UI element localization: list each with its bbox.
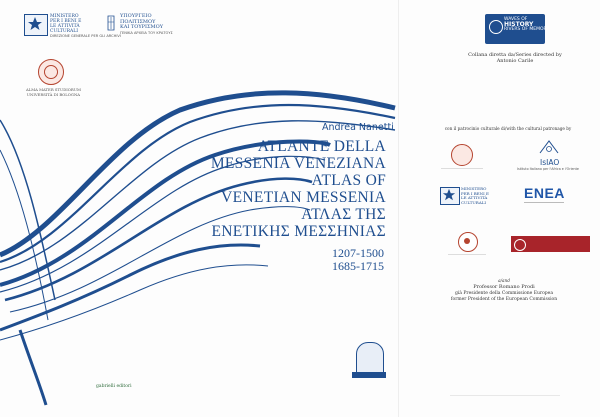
university-seal-icon bbox=[451, 144, 473, 166]
greek-ministry-line: ΥΠΟΥΡΓΕΙΟ bbox=[120, 13, 152, 19]
ministero-line: CULTURALI bbox=[50, 29, 79, 34]
globe-icon bbox=[489, 20, 503, 34]
patron-ministero-line: PER I BENI E bbox=[461, 190, 489, 196]
series-logo-text bbox=[504, 17, 549, 33]
preface-line: former President of the European Commission bbox=[450, 297, 558, 303]
series-logo-line: RIVERS OF MEMORY bbox=[504, 27, 550, 33]
patron-ministero-line: MINISTERO bbox=[461, 186, 487, 191]
title-italian-line: MESSENIA VENEZIANA bbox=[210, 154, 386, 172]
spine-divider bbox=[398, 0, 399, 417]
footer-note-rule bbox=[450, 395, 560, 396]
ministero-line: MINISTERO bbox=[50, 14, 79, 19]
patron-banner-emblem-icon bbox=[514, 239, 526, 251]
greek-ministry-subtitle: ΓΕΝΙΚΑ ΑΡΧΕΙΑ ΤΟΥ ΚΡΑΤΟΥΣ bbox=[120, 30, 173, 35]
isiao-name: IsIAO bbox=[540, 158, 560, 167]
date-range: 1685-1715 bbox=[332, 259, 384, 273]
title-english-line: ATLAS OF bbox=[311, 172, 386, 189]
series-logo-line: HISTORY bbox=[504, 21, 534, 29]
ministero-line: LE ATTIVITÀ bbox=[50, 24, 80, 29]
ministero-subtitle: DIREZIONE GENERALE PER GLI ARCHIVI bbox=[50, 34, 121, 38]
university-line: UNIVERSITÀ DI BOLOGNA bbox=[26, 91, 81, 97]
enea-caption-bar bbox=[524, 202, 564, 207]
date-range: 1207-1500 bbox=[332, 246, 384, 260]
greek-ministry-line: ΚΑΙ ΤΟΥΡΙΣΜΟΥ bbox=[120, 24, 164, 31]
greek-ministry-icon bbox=[106, 14, 116, 32]
title-greek-line: ΕΝΕΤΙΚΗΣ ΜΕΣΣΗΝΙΑΣ bbox=[211, 222, 386, 240]
star-icon bbox=[27, 16, 43, 32]
patron-seal-caption bbox=[448, 254, 486, 263]
publisher-logo-icon bbox=[356, 342, 384, 374]
publisher-logo-bar bbox=[352, 372, 386, 378]
series-logo-line: WAVES OF bbox=[504, 17, 528, 22]
author-name: Andrea Nanetti bbox=[322, 122, 394, 133]
star-icon bbox=[442, 188, 456, 202]
ministero-line: PER I BENI E bbox=[50, 19, 82, 24]
preface-name: Professor Romano Prodi bbox=[473, 284, 535, 291]
university-line: ALMA MATER STUDIORUM bbox=[26, 87, 81, 92]
isiao-subtitle: Istituto Italiano per l'Africa e l'Oriente bbox=[517, 167, 579, 171]
series-director: Antonio Carile bbox=[496, 58, 534, 64]
greek-ministry-line: ΠΟΛΙΤΙΣΜΟΥ bbox=[120, 18, 156, 25]
patronage-label: con il patrocinio culturale di/with the cultural patronage by bbox=[444, 126, 572, 131]
publisher-name: gabrielli editori bbox=[96, 384, 132, 389]
patron-ministero-line: LE ATTIVITÀ bbox=[461, 195, 488, 200]
title-english-line: VENETIAN MESSENIA bbox=[221, 188, 386, 206]
patron-seal-inner-icon bbox=[464, 238, 470, 244]
series-directed-label: Collana diretta da/Series directed by bbox=[468, 52, 562, 58]
patron-university-caption bbox=[441, 168, 483, 175]
title-italian-line: ATLANTE DELLA bbox=[257, 138, 386, 155]
preface-label: a/and bbox=[498, 278, 510, 283]
isiao-logo-icon bbox=[538, 139, 560, 155]
title-greek-line: ΑΤΛΑΣ ΤΗΣ bbox=[301, 206, 386, 223]
preface-line: già Presidente della Commissione Europea bbox=[454, 290, 554, 296]
enea-logo: ENEA bbox=[524, 185, 565, 201]
patron-ministero-line: CULTURALI bbox=[461, 199, 486, 205]
